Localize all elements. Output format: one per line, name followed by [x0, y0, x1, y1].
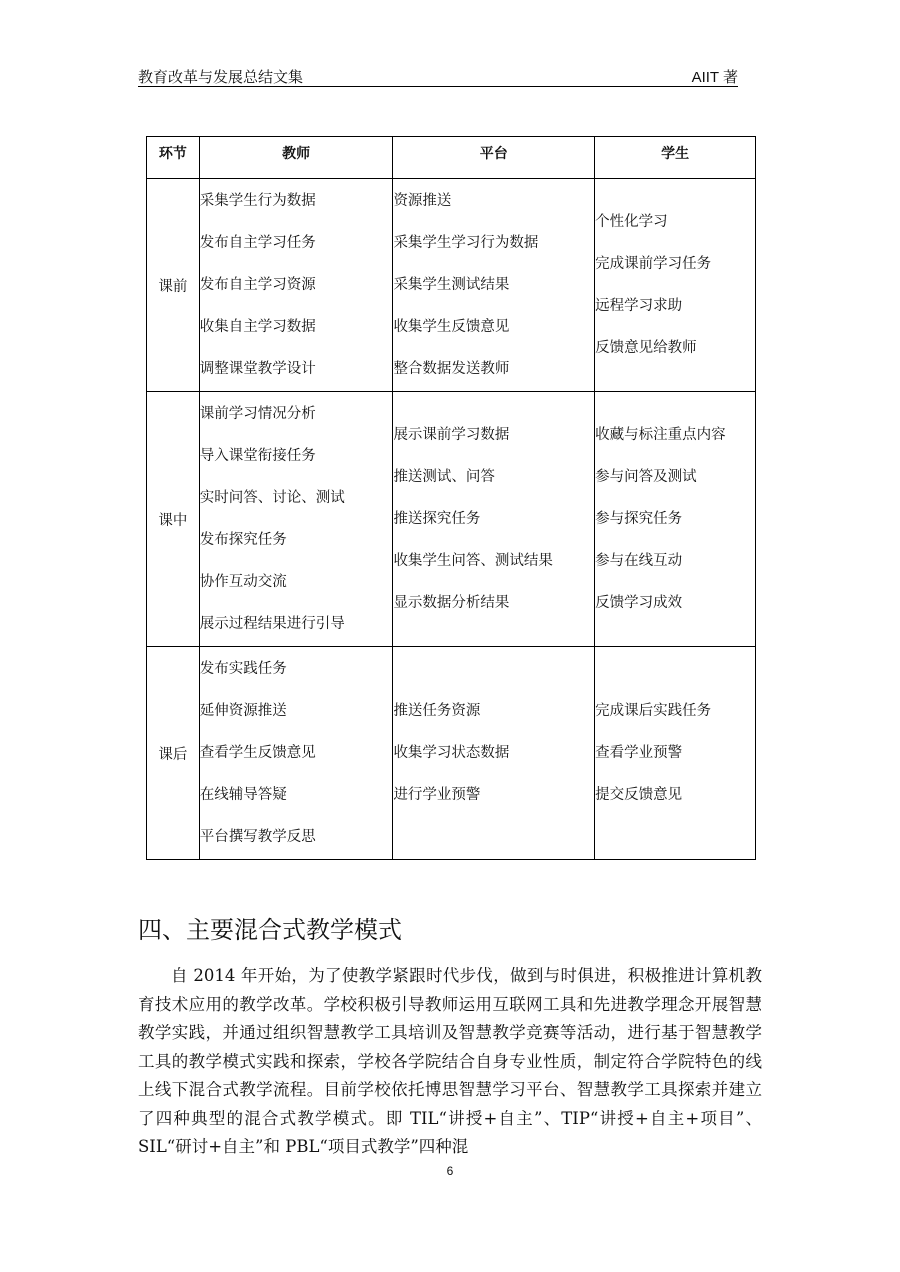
student-item: 反馈意见给教师 [595, 340, 697, 356]
platform-item: 收集学生问答、测试结果 [393, 553, 553, 569]
teacher-item: 发布探究任务 [199, 532, 287, 548]
body-paragraph: 自 2014 年开始，为了使教学紧跟时代步伐，做到与时俱进，积极推进计算机教育技术应用的教学改革。学校积极引导教师运用互联网工具和先进教学理念开展智慧教学实践，并通过组织智慧教学工具培训及智慧教学竞赛等活动，进行基于智慧教学工具的教学模式实践和探索，学校各学院结合自身专业性质，制定符合学院特色的线上线下混合式教学流程。目前学校依托博思智慧学习平台、智慧教学工具探索并建立了四种典型的混合式教学模式。即 TIL“讲授+自主”、TIP“讲授+自主+项目”、SIL“研讨+自主”和 PBL“项目式教学”四种混 [138, 966, 762, 1156]
student-item: 完成课前学习任务 [595, 256, 712, 272]
teacher-item: 发布自主学习资源 [199, 277, 316, 293]
student-item: 参与在线互动 [595, 553, 683, 569]
student-item: 远程学习求助 [595, 298, 683, 314]
column-header-student: 学生 [595, 137, 756, 179]
teacher-cell [199, 179, 393, 392]
platform-item: 推送探究任务 [393, 511, 481, 527]
page-header [138, 66, 738, 87]
teacher-item: 课前学习情况分析 [199, 406, 316, 422]
teacher-item: 展示过程结果进行引导 [199, 616, 345, 632]
teacher-item: 实时问答、讨论、测试 [199, 490, 345, 506]
student-item: 个性化学习 [595, 214, 668, 230]
teacher-item: 发布自主学习任务 [199, 235, 316, 251]
teacher-item: 导入课堂衔接任务 [199, 448, 316, 464]
column-header-platform: 平台 [393, 137, 595, 179]
teaching-process-table [146, 136, 756, 860]
student-item: 参与问答及测试 [595, 469, 697, 485]
platform-item: 展示课前学习数据 [393, 427, 510, 443]
student-item: 收藏与标注重点内容 [595, 427, 726, 443]
student-cell [595, 647, 756, 860]
platform-item: 推送测试、问答 [393, 469, 495, 485]
teacher-cell [199, 647, 393, 860]
teacher-item: 查看学生反馈意见 [199, 745, 316, 761]
platform-cell [393, 647, 595, 860]
teacher-item: 延伸资源推送 [199, 703, 287, 719]
page-number: 6 [446, 1164, 454, 1178]
table-header-row [147, 137, 756, 179]
platform-cell [393, 179, 595, 392]
teacher-cell [199, 392, 393, 647]
student-item: 反馈学习成效 [595, 595, 683, 611]
platform-item: 资源推送 [393, 193, 452, 209]
platform-item: 采集学生测试结果 [393, 277, 510, 293]
student-item: 查看学业预警 [595, 745, 683, 761]
teacher-item: 调整课堂教学设计 [199, 361, 316, 377]
table-row [147, 392, 756, 647]
stage-cell: 课后 [147, 647, 200, 860]
platform-cell [393, 392, 595, 647]
platform-item: 整合数据发送教师 [393, 361, 510, 377]
column-header-stage: 环节 [147, 137, 200, 179]
teacher-item: 收集自主学习数据 [199, 319, 316, 335]
teacher-item: 采集学生行为数据 [199, 193, 316, 209]
student-item: 完成课后实践任务 [595, 703, 712, 719]
platform-item: 收集学生反馈意见 [393, 319, 510, 335]
section-title: 四、主要混合式教学模式 [138, 916, 402, 944]
teacher-item: 发布实践任务 [199, 661, 287, 677]
stage-cell: 课前 [147, 179, 200, 392]
platform-item: 显示数据分析结果 [393, 595, 510, 611]
table-row [147, 647, 756, 860]
student-cell [595, 179, 756, 392]
stage-cell: 课中 [147, 392, 200, 647]
header-author: AIIT 著 [691, 69, 738, 86]
column-header-teacher: 教师 [199, 137, 393, 179]
teacher-item: 协作互动交流 [199, 574, 287, 590]
platform-item: 推送任务资源 [393, 703, 481, 719]
platform-item: 进行学业预警 [393, 787, 481, 803]
teacher-item: 在线辅导答疑 [199, 787, 287, 803]
student-cell [595, 392, 756, 647]
header-book-title: 教育改革与发展总结文集 [138, 68, 304, 86]
teacher-item: 平台撰写教学反思 [199, 829, 316, 845]
table-row [147, 179, 756, 392]
platform-item: 采集学生学习行为数据 [393, 235, 539, 251]
student-item: 参与探究任务 [595, 511, 683, 527]
platform-item: 收集学习状态数据 [393, 745, 510, 761]
student-item: 提交反馈意见 [595, 787, 683, 803]
